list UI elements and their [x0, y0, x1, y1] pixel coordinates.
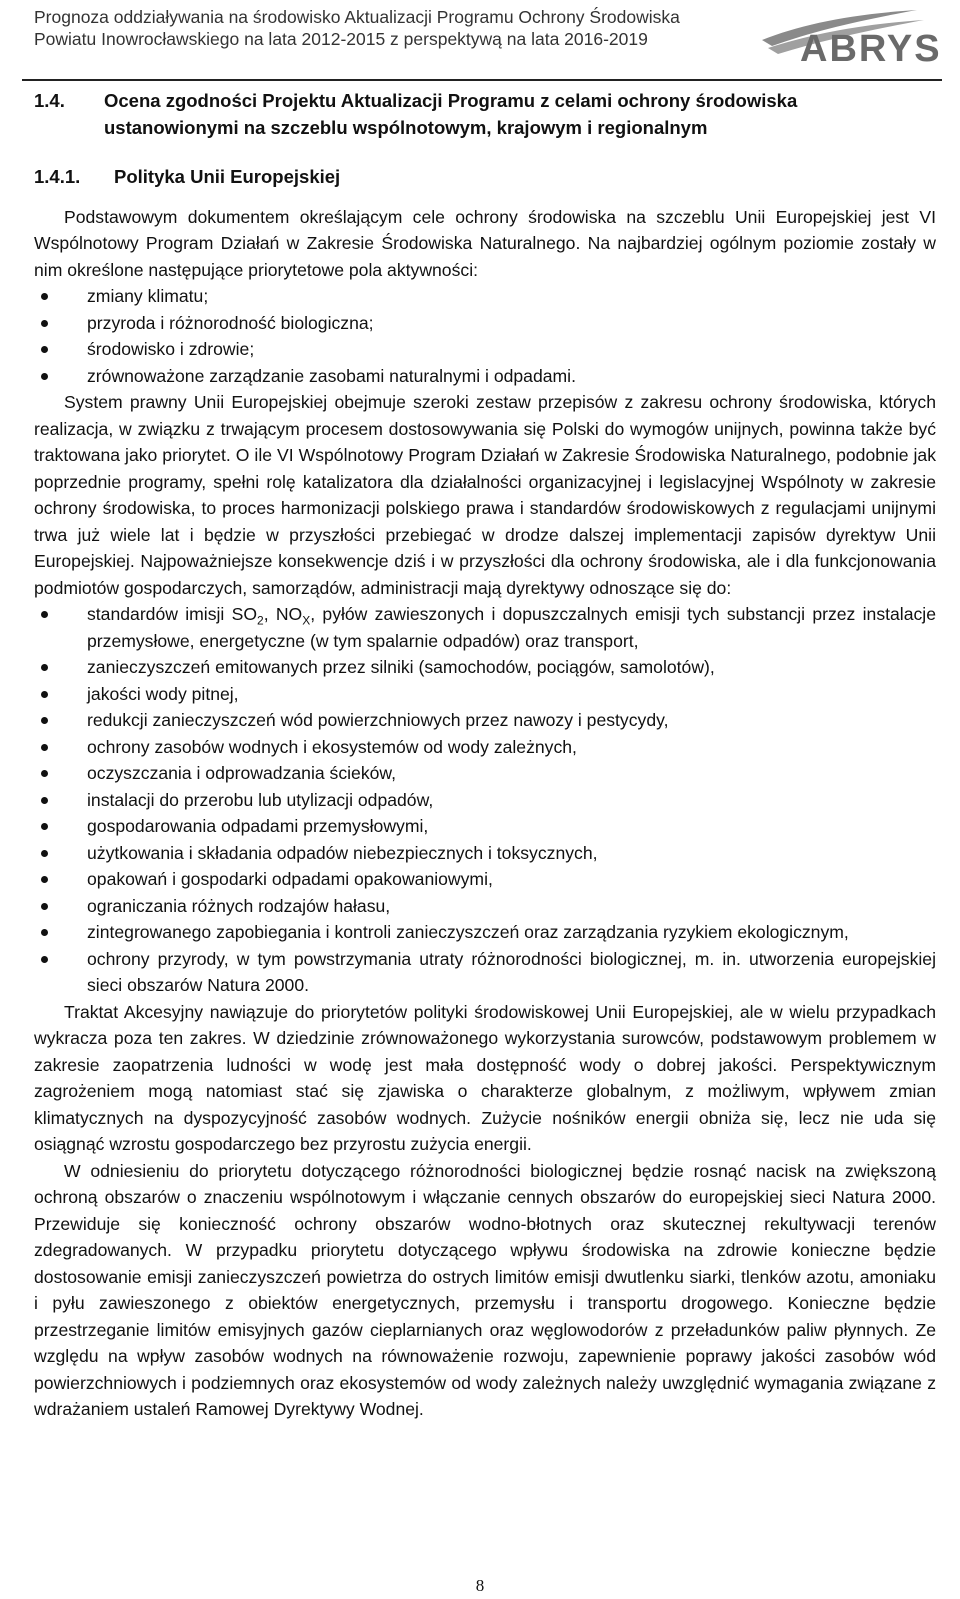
page-number: 8 — [475, 1576, 485, 1595]
paragraph-1: Podstawowym dokumentem określającym cele ochrony środowiska na szczeblu Unii Europejskiej jest VI Wspólnotowy Program Działań w Zakresie Środowiska Naturalnego. Na najbardziej ogólnym poziomie zostały w nim określone następujące priorytetowe pola aktywności: — [34, 206, 936, 280]
section-title: Ocena zgodności Projektu Aktualizacji Programu z celami ochrony środowiska ustanowionymi na szczeblu wspólnotowym, krajowym i regionalnym — [104, 90, 798, 138]
list-item: zmiany klimatu; — [34, 283, 936, 310]
list-item: instalacji do przerobu lub utylizacji odpadów, — [34, 787, 936, 814]
list-item — [34, 601, 936, 654]
section-number: 1.4. — [34, 90, 65, 111]
subsection-number: 1.4.1. — [34, 166, 81, 187]
list-item: ograniczania różnych rodzajów hałasu, — [34, 893, 936, 920]
directive-list — [34, 601, 936, 999]
subsection-heading — [34, 164, 936, 191]
paragraph-4: W odniesieniu do priorytetu dotyczącego różnorodności biologicznej będzie rosnąć nacisk na zwiększoną ochroną obszarów o znaczeniu wspólnotowym i włączanie cennych obszarów do europejskiej sieci Natura 2000. Przewiduje się konieczność ochrony obszarów wodno-błotnych oraz skutecznej rekultywacji terenów zdegradowanych. W przypadku priorytetu dotyczącego wpływu środowiska na zdrowie konieczne będzie dostosowanie emisji zanieczyszczeń powietrza do ostrych limitów emisji dwutlenku siarki, tlenków azotu, amoniaku i pyłu zawieszonego z obiektów energetycznych, przemysłu i transportu drogowego. Konieczne będzie przestrzeganie limitów emisyjnych gazów cieplarnianych oraz węglowodorów z przeładunków paliw płynnych. Ze względu na wpływ zasobów wodnych na równoważenie rozwoju, zapewnienie poprawy jakości zasobów wód powierzchniowych i podziemnych oraz ekosystemów od wody zależnych należy uwzględnić wymagania związane z wdrażaniem ustaleń Ramowej Dyrektywy Wodnej. — [34, 1160, 936, 1419]
list-item: redukcji zanieczyszczeń wód powierzchniowych przez nawozy i pestycydy, — [34, 707, 936, 734]
list-item: zrównoważone zarządzanie zasobami naturalnymi i odpadami. — [34, 363, 936, 390]
list-text: standardów imisji SO — [87, 604, 257, 624]
list-item: ochrony przyrody, w tym powstrzymania utraty różnorodności biologicznej, m. in. utworzenia europejskiej sieci obszarów Natura 2000. — [34, 946, 936, 999]
section-heading — [34, 88, 936, 141]
header-title — [34, 6, 680, 50]
priority-list — [34, 283, 936, 389]
header-line-2: Powiatu Inowrocławskiego na lata 2012-2015 z perspektywą na lata 2016-2019 — [34, 29, 648, 49]
list-item: jakości wody pitnej, — [34, 681, 936, 708]
list-item: zintegrowanego zapobiegania i kontroli zanieczyszczeń oraz zarządzania ryzykiem ekologicznym, — [34, 919, 936, 946]
document-body — [34, 88, 936, 1423]
list-item: użytkowania i składania odpadów niebezpiecznych i toksycznych, — [34, 840, 936, 867]
logo-text: ABRYS — [800, 28, 942, 70]
list-item: gospodarowania odpadami przemysłowymi, — [34, 813, 936, 840]
list-item: opakowań i gospodarki odpadami opakowaniowymi, — [34, 866, 936, 893]
page-header — [0, 0, 960, 82]
subsection-title: Polityka Unii Europejskiej — [114, 166, 341, 187]
subscript: X — [302, 613, 311, 628]
list-item: oczyszczania i odprowadzania ścieków, — [34, 760, 936, 787]
abrys-logo — [742, 6, 942, 72]
paragraph-3: Traktat Akcesyjny nawiązuje do priorytetów polityki środowiskowej Unii Europejskiej, ale w wielu przypadkach wykracza poza ten zakres. W dziedzinie zrównoważonego wykorzystania surowców, podstawowym problemem w zakresie zaopatrzenia ludności w wodę jest mała dostępność wody o dobrej jakości. Perspektywicznym zagrożeniem mogą natomiast stać się zjawiska o charakterze globalnym, z możliwym, wpływem zmian klimatycznych na dyspozycyjność zasobów wodnych. Zużycie nośników energii obniża się, lecz nie uda się osiągnąć wzrostu gospodarczego bez przyrostu zużycia energii. — [34, 1001, 936, 1154]
list-item: środowisko i zdrowie; — [34, 336, 936, 363]
list-text: , NO — [263, 604, 303, 624]
list-item: zanieczyszczeń emitowanych przez silniki (samochodów, pociągów, samolotów), — [34, 654, 936, 681]
paragraph-2: System prawny Unii Europejskiej obejmuje szeroki zestaw przepisów z zakresu ochrony środowiska, których realizacja, w związku z trwającym procesem dostosowywania się Polski do wymogów unijnych, powinna także być traktowana jako priorytet. O ile VI Wspólnotowy Program Działań w Zakresie Środowiska Naturalnego, podobnie jak poprzednie programy, spełni rolę katalizatora dla działalności organizacyjnej i legislacyjnej Wspólnoty w zakresie ochrony środowiska, to proces harmonizacji polskiego prawa i standardów środowiskowych z regulacjami unijnymi trwa już wiele lat i będzie w przyszłości przebiegać w drodze dalszej implementacji zapisów dyrektyw Unii Europejskiej. Najpoważniejsze konsekwencje dziś i w przyszłości dla ochrony środowiska, ale i dla funkcjonowania podmiotów gospodarczych, samorządów, administracji mają dyrektywy odnoszące się do: — [34, 392, 936, 598]
list-item: przyroda i różnorodność biologiczna; — [34, 310, 936, 337]
header-divider — [22, 79, 942, 81]
subscript: 2 — [257, 613, 264, 628]
header-line-1: Prognoza oddziaływania na środowisko Aktualizacji Programu Ochrony Środowiska — [34, 7, 680, 27]
list-item: ochrony zasobów wodnych i ekosystemów od wody zależnych, — [34, 734, 936, 761]
list-text: , pyłów zawieszonych i dopuszczalnych emisji tych substancji przez instalacje przemysłowe, energetyczne (w tym spalarnie odpadów) oraz transport, — [87, 604, 936, 651]
